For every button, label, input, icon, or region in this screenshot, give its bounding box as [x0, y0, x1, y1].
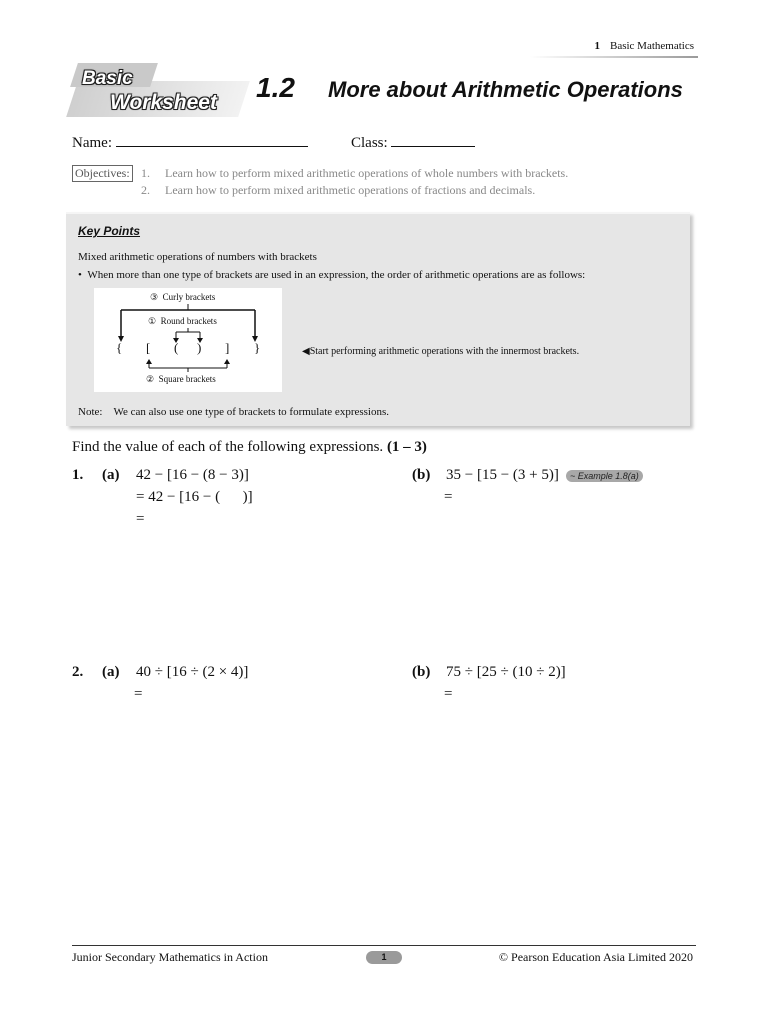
objective-number: 1.	[141, 166, 150, 180]
part-label: (a)	[102, 467, 120, 483]
key-points-bullet	[78, 269, 585, 281]
page-number-badge: 1	[366, 951, 402, 964]
round-open-bracket: (	[174, 340, 179, 355]
square-close-bracket: ]	[225, 340, 230, 355]
instruction-range: (1 – 3)	[386, 439, 427, 455]
class-field	[351, 133, 475, 152]
expression: 75 ÷ [25 ÷ (10 ÷ 2)]	[446, 664, 566, 680]
name-field	[72, 133, 308, 152]
round-close-bracket: )	[197, 340, 202, 355]
section-number: 1.2	[256, 72, 295, 103]
innermost-note: ◀Start performing arithmetic operations with the innermost brackets.	[302, 346, 580, 357]
section-title: More about Arithmetic Operations	[328, 77, 683, 102]
square-brackets-label: ② Square brackets	[146, 374, 216, 384]
tag-basic-text: Basic	[82, 68, 133, 89]
tag-worksheet-text: Worksheet	[110, 91, 217, 114]
part-label: (a)	[102, 664, 120, 680]
key-points-panel	[66, 212, 690, 426]
instruction	[72, 439, 427, 456]
square-open-bracket: [	[146, 340, 151, 355]
question-number: 2.	[72, 664, 84, 680]
expression: 35 − [15 − (3 + 5)]	[446, 467, 559, 483]
curly-open-bracket: {	[116, 340, 123, 355]
example-reference[interactable]: ~ Example 1.8(a)	[566, 470, 643, 482]
round-brackets-label: ① Round brackets	[148, 316, 217, 326]
pointer-left-icon: ◀	[302, 346, 310, 357]
chapter-number: 1	[594, 40, 600, 52]
running-header	[594, 40, 694, 52]
part-label: (b)	[412, 664, 431, 680]
instruction-text: Find the value of each of the following expressions.	[72, 439, 384, 455]
question-number: 1.	[72, 467, 84, 483]
objective-number: 2.	[141, 183, 150, 197]
worksheet-tag	[72, 63, 248, 123]
part-label: (b)	[412, 467, 431, 483]
class-blank[interactable]	[391, 133, 475, 147]
curly-close-bracket: }	[254, 340, 261, 355]
objectives-label: Objectives:	[72, 165, 133, 182]
working-line: =	[136, 511, 145, 527]
key-points-title: Key Points	[78, 224, 141, 238]
note-text: We can also use one type of brackets to formulate expressions.	[113, 406, 390, 418]
note	[78, 406, 389, 418]
working-line: =	[444, 489, 453, 505]
expression: 40 ÷ [16 ÷ (2 × 4)]	[136, 664, 249, 680]
footer-copyright: © Pearson Education Asia Limited 2020	[498, 950, 693, 964]
name-blank[interactable]	[116, 133, 308, 147]
working-line: = 42 − [16 − ( )]	[136, 489, 253, 505]
working-line: =	[134, 686, 143, 702]
note-label: Note:	[78, 406, 103, 418]
name-label: Name:	[72, 135, 112, 151]
bullet-text: When more than one type of brackets are used in an expression, the order of arithmetic operations are as follows:	[87, 269, 586, 281]
header-rule	[530, 56, 698, 58]
objective-text: Learn how to perform mixed arithmetic operations of fractions and decimals.	[165, 183, 536, 197]
class-label: Class:	[351, 135, 388, 151]
curly-brackets-label: ③ Curly brackets	[150, 292, 216, 302]
bullet-dot: •	[78, 269, 82, 281]
expression: 42 − [16 − (8 − 3)]	[136, 467, 249, 483]
bracket-diagram	[94, 288, 282, 392]
working-line: =	[444, 686, 453, 702]
chapter-title: Basic Mathematics	[609, 40, 694, 52]
objective-text: Learn how to perform mixed arithmetic operations of whole numbers with brackets.	[165, 166, 569, 180]
footer-rule	[72, 945, 696, 946]
footer-book-title: Junior Secondary Mathematics in Action	[72, 950, 268, 964]
key-points-heading: Mixed arithmetic operations of numbers with brackets	[78, 251, 317, 263]
